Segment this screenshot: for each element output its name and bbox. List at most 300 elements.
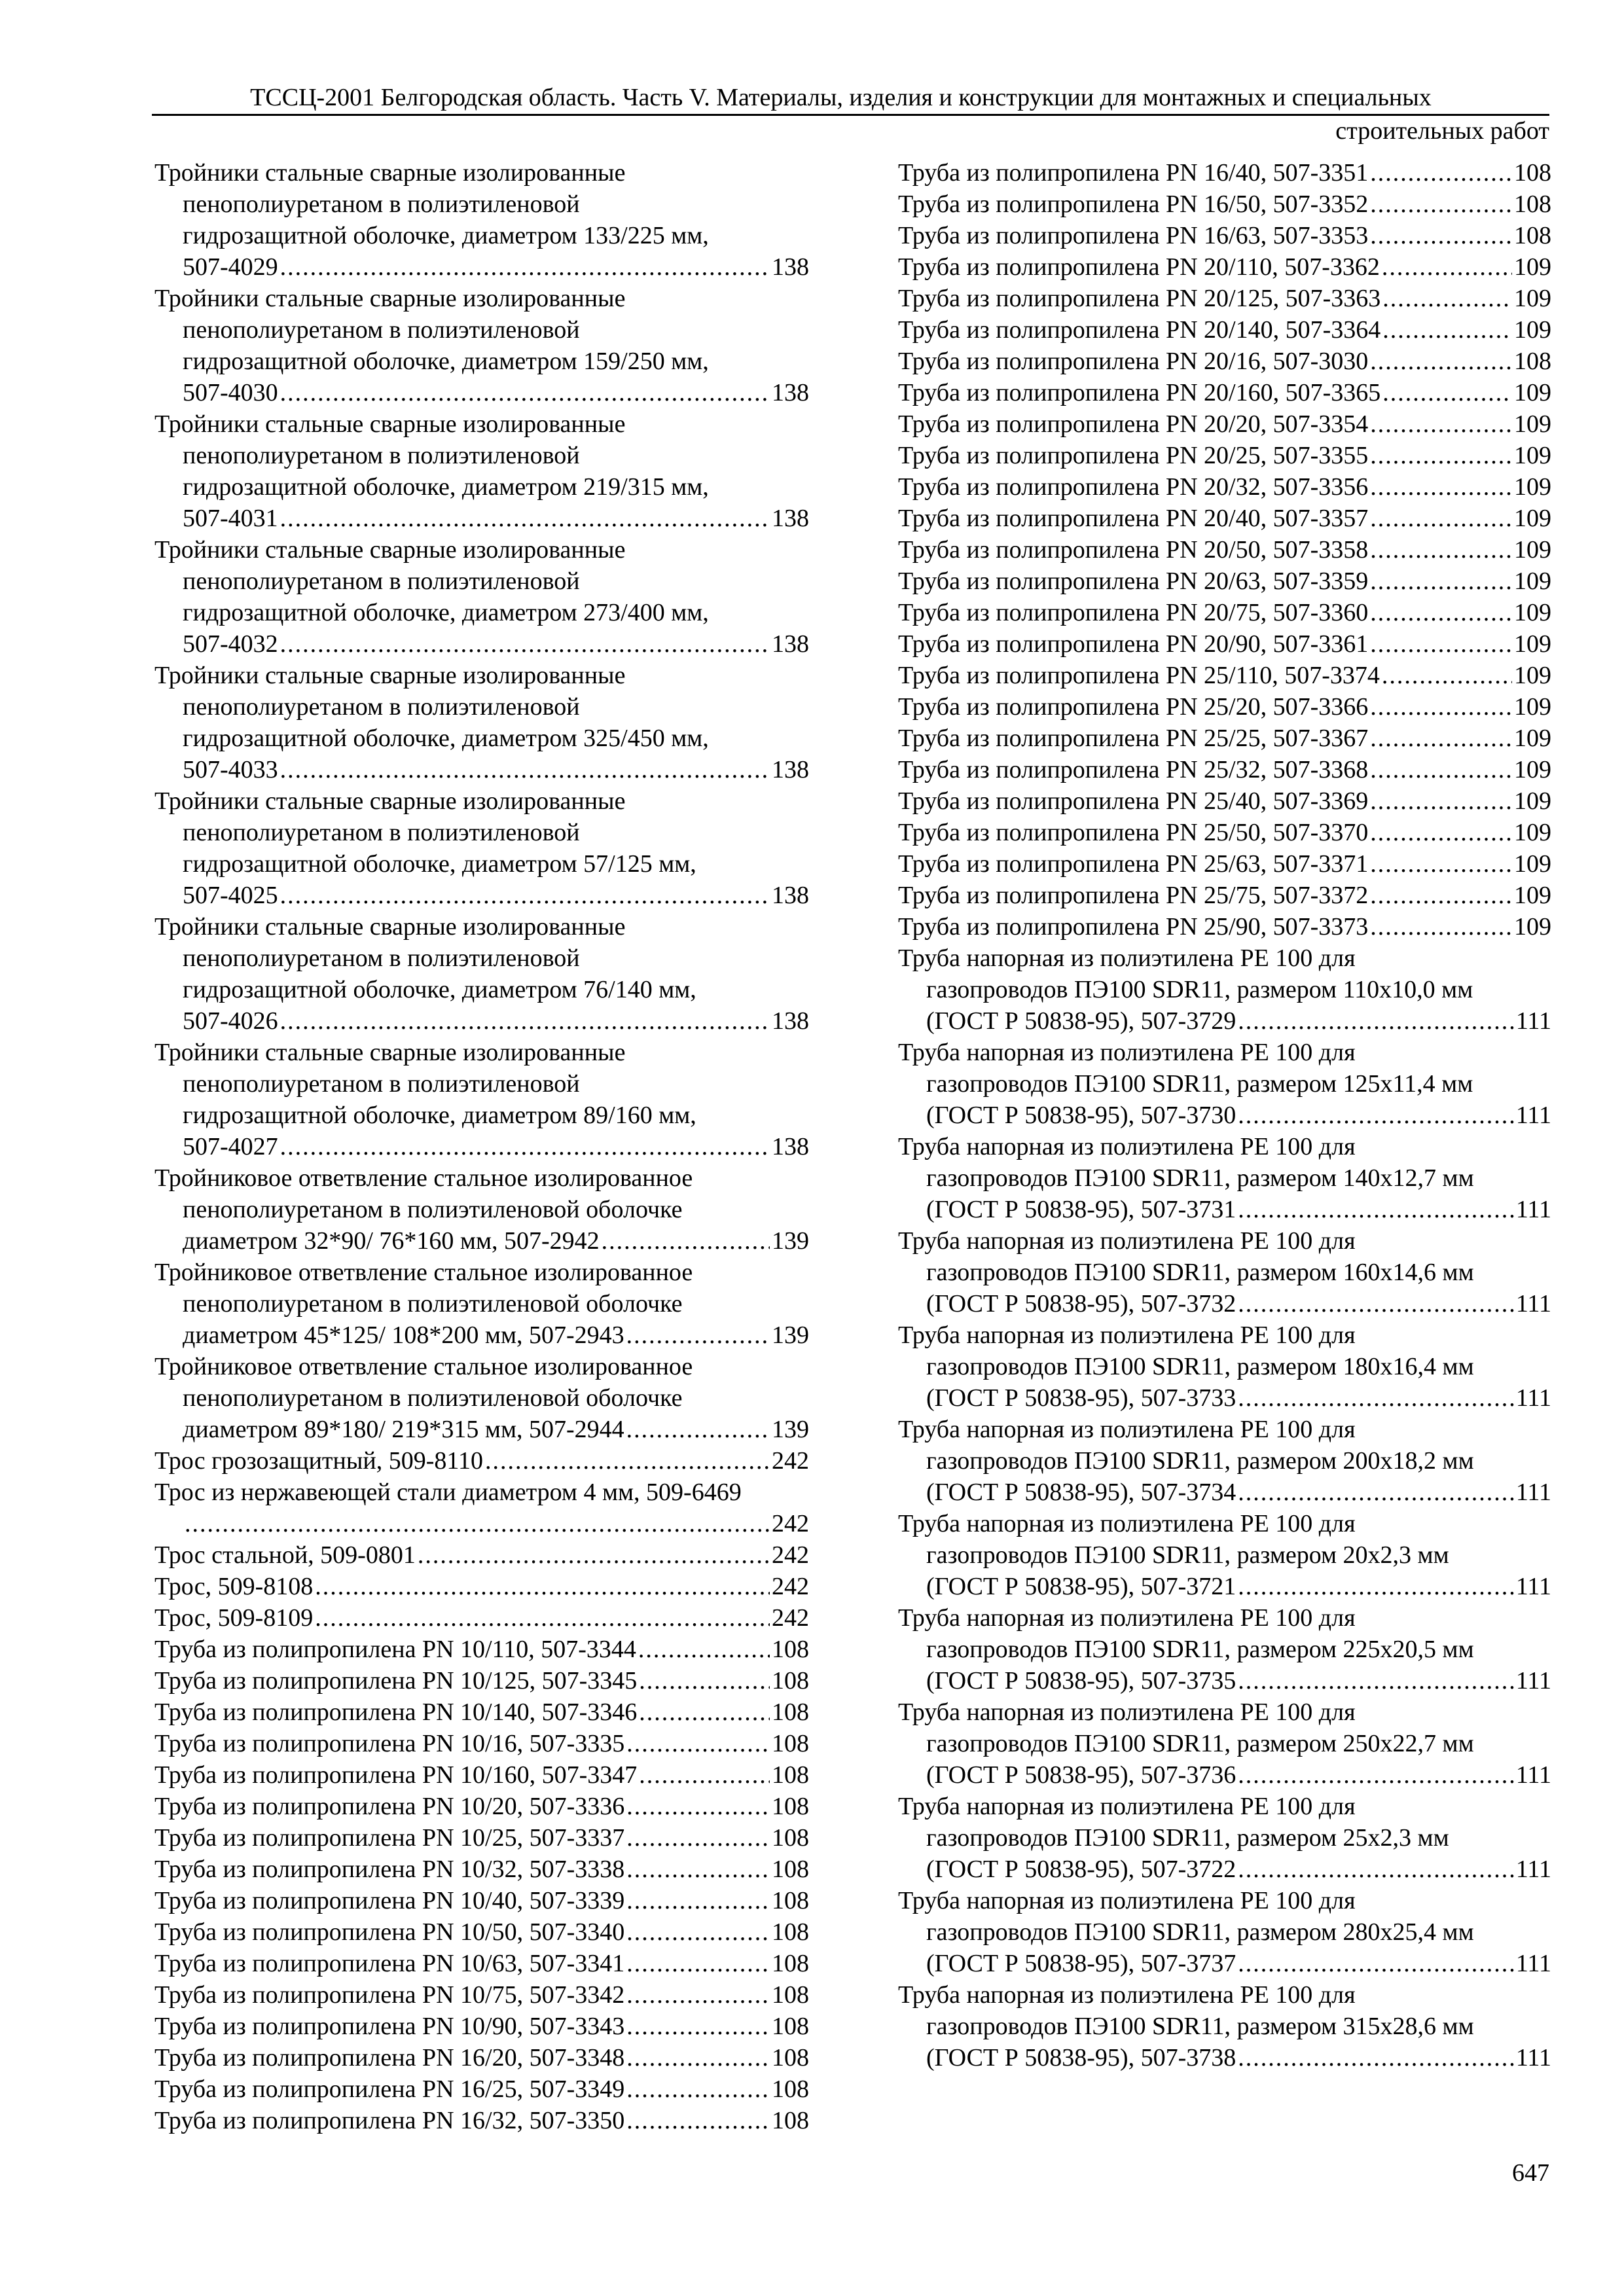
entry-text: Труба из полипропилена PN 25/50, 507-3370 (898, 819, 1369, 846)
entry-page-ref: 108 (772, 2107, 809, 2134)
index-entry (154, 1728, 809, 1759)
entry-leader-line (154, 1445, 809, 1477)
index-entry (154, 1351, 809, 1445)
entry-text-line: Труба напорная из полиэтилена PE 100 для (898, 1698, 1356, 1726)
entry-text-line: Тройниковое ответвление стальное изолированное (154, 1259, 693, 1286)
entry-text: Труба из полипропилена PN 20/40, 507-3357 (898, 505, 1369, 532)
entry-text: Труба из полипропилена PN 10/90, 507-3343 (154, 2013, 625, 2040)
entry-text: Труба из полипропилена PN 16/50, 507-3352 (898, 190, 1369, 218)
index-entry (898, 377, 1551, 408)
entry-page-ref: 111 (1515, 1102, 1551, 1129)
dot-leader (280, 377, 770, 408)
entry-leader-line (898, 565, 1551, 597)
dot-leader (602, 1225, 770, 1257)
dot-leader (1370, 408, 1512, 440)
index-entry (154, 157, 809, 283)
entry-text: Труба из полипропилена PN 16/63, 507-3353 (898, 222, 1369, 249)
entry-page-ref: 242 (772, 1541, 809, 1569)
entry-text-line: Труба напорная из полиэтилена PE 100 для (898, 1039, 1356, 1066)
entry-text-line: Тройники стальные сварные изолированные (154, 285, 626, 312)
entry-page-ref: 108 (772, 1918, 809, 1946)
entry-leader-line (154, 1916, 809, 1948)
dot-leader (1382, 251, 1512, 283)
entry-leader-line (154, 377, 809, 408)
entry-text: Труба из полипропилена PN 25/32, 507-3368 (898, 756, 1369, 783)
entry-page-ref: 109 (1514, 819, 1551, 846)
index-entry (898, 220, 1551, 251)
entry-leader-line (898, 880, 1551, 911)
index-entry (898, 1602, 1551, 1696)
entry-leader-line (154, 1665, 809, 1696)
entry-text: Труба из полипропилена PN 10/50, 507-3340 (154, 1918, 625, 1946)
dot-leader (626, 1319, 770, 1351)
entry-page-ref: 139 (772, 1416, 809, 1443)
entry-leader-line (898, 1948, 1551, 1979)
entry-text: Труба из полипропилена PN 20/125, 507-3363 (898, 285, 1381, 312)
entry-text: Труба из полипропилена PN 25/25, 507-3367 (898, 725, 1369, 752)
index-entry (898, 1696, 1551, 1791)
index-entry (898, 408, 1551, 440)
entry-page-ref: 138 (772, 1133, 809, 1160)
entry-text: Труба из полипропилена PN 20/75, 507-3360 (898, 599, 1369, 626)
entry-text: (ГОСТ Р 50838-95), 507-3729 (926, 1007, 1236, 1035)
dot-leader (638, 1634, 770, 1665)
entry-text: Труба из полипропилена PN 10/160, 507-3347 (154, 1761, 638, 1789)
entry-leader-line (898, 628, 1551, 660)
entry-text-line: газопроводов ПЭ100 SDR11, размером 125x11,4 мм (926, 1070, 1473, 1098)
index-entry (898, 880, 1551, 911)
entry-leader-line (898, 754, 1551, 785)
entry-text-line: Труба напорная из полиэтилена PE 100 для (898, 1416, 1356, 1443)
entry-page-ref: 111 (1515, 1290, 1551, 1318)
dot-leader (626, 1822, 770, 1854)
index-entry (154, 1822, 809, 1854)
index-entry (154, 1916, 809, 1948)
entry-text: Труба из полипропилена PN 25/20, 507-3366 (898, 693, 1369, 721)
entry-text: Трос, 509-8109 (154, 1604, 314, 1632)
entry-page-ref: 111 (1515, 1761, 1551, 1789)
entry-page-ref: 109 (1514, 662, 1551, 689)
entry-text: (ГОСТ Р 50838-95), 507-3734 (926, 1479, 1236, 1506)
index-entry (154, 2011, 809, 2042)
index-entry (154, 1445, 809, 1477)
entry-text-line: пенополиуретаном в полиэтиленовой (183, 693, 580, 721)
entry-text-line: Труба напорная из полиэтилена PE 100 для (898, 1793, 1356, 1820)
dot-leader (1370, 848, 1512, 880)
entry-leader-line (898, 848, 1551, 880)
entry-text: (ГОСТ Р 50838-95), 507-3737 (926, 1950, 1236, 1977)
index-entry (154, 1854, 809, 1885)
entry-text: Труба из полипропилена PN 10/75, 507-3342 (154, 1981, 625, 2009)
entry-text: Труба из полипропилена PN 10/140, 507-3346 (154, 1698, 638, 1726)
entry-page-ref: 108 (772, 1667, 809, 1695)
dot-leader (1238, 2042, 1514, 2073)
entry-page-ref: 138 (772, 630, 809, 658)
dot-leader (626, 1728, 770, 1759)
entry-page-ref: 138 (772, 1007, 809, 1035)
index-entry (898, 754, 1551, 785)
index-entry (154, 911, 809, 1037)
entry-text-line: пенополиуретаном в полиэтиленовой оболочке (183, 1290, 683, 1318)
entry-page-ref: 108 (772, 1636, 809, 1663)
index-entry (898, 691, 1551, 723)
entry-leader-line (154, 1005, 809, 1037)
entry-page-ref: 139 (772, 1321, 809, 1349)
entry-leader-line (898, 1194, 1551, 1225)
index-entry (898, 283, 1551, 314)
entry-text-line: газопроводов ПЭ100 SDR11, размером 20x2,3 мм (926, 1541, 1449, 1569)
index-entry (154, 1257, 809, 1351)
dot-leader (639, 1665, 770, 1696)
index-entry (898, 597, 1551, 628)
entry-page-ref: 111 (1515, 1384, 1551, 1412)
entry-text: Труба из полипропилена PN 20/25, 507-3355 (898, 442, 1369, 469)
index-entry (154, 1759, 809, 1791)
entry-text: Труба из полипропилена PN 10/110, 507-3344 (154, 1636, 636, 1663)
entry-text: Труба из полипропилена PN 25/110, 507-3374 (898, 662, 1380, 689)
entry-leader-line (898, 220, 1551, 251)
entry-text: (ГОСТ Р 50838-95), 507-3721 (926, 1573, 1236, 1600)
entry-text-line: гидрозащитной оболочке, диаметром 219/315 мм, (183, 473, 709, 501)
entry-leader-line (154, 1414, 809, 1445)
index-entry (898, 471, 1551, 503)
running-header (152, 82, 1549, 146)
entry-leader-line (898, 691, 1551, 723)
entry-text: Труба из полипропилена PN 16/20, 507-3348 (154, 2044, 625, 2072)
entry-page-ref: 108 (1514, 348, 1551, 375)
entry-text: Труба из полипропилена PN 10/40, 507-3339 (154, 1887, 625, 1914)
entry-page-ref: 108 (772, 1793, 809, 1820)
entry-text: 507-4031 (183, 505, 278, 532)
entry-text-line: Тройниковое ответвление стальное изолированное (154, 1164, 693, 1192)
entry-page-ref: 111 (1515, 1950, 1551, 1977)
entry-text: Труба из полипропилена PN 20/140, 507-3364 (898, 316, 1381, 344)
entry-leader-line (154, 1696, 809, 1728)
entry-page-ref: 111 (1515, 1667, 1551, 1695)
entry-leader-line (898, 503, 1551, 534)
dot-leader (315, 1571, 770, 1602)
dot-leader (1370, 911, 1512, 942)
entry-page-ref: 138 (772, 882, 809, 909)
entry-text-line: газопроводов ПЭ100 SDR11, размером 160x14,6 мм (926, 1259, 1474, 1286)
entry-text: Труба из полипропилена PN 16/40, 507-3351 (898, 159, 1369, 187)
dot-leader (1370, 691, 1512, 723)
dot-leader (1370, 754, 1512, 785)
entry-page-ref: 108 (772, 1761, 809, 1789)
index-entry (898, 565, 1551, 597)
entry-text: Труба из полипропилена PN 20/16, 507-3030 (898, 348, 1369, 375)
entry-text-line: Труба напорная из полиэтилена PE 100 для (898, 1510, 1356, 1537)
entry-text: 507-4025 (183, 882, 278, 909)
index-entry (898, 628, 1551, 660)
entry-page-ref: 138 (772, 756, 809, 783)
entry-text-line: Тройники стальные сварные изолированные (154, 913, 626, 941)
entry-text: (ГОСТ Р 50838-95), 507-3731 (926, 1196, 1236, 1223)
entry-page-ref: 111 (1515, 2044, 1551, 2072)
entry-leader-line (898, 660, 1551, 691)
dot-leader (1370, 785, 1512, 817)
dot-leader (1370, 565, 1512, 597)
entry-text: Труба из полипропилена PN 20/160, 507-3365 (898, 379, 1381, 406)
entry-page-ref: 242 (772, 1604, 809, 1632)
entry-leader-line (154, 1225, 809, 1257)
entry-page-ref: 108 (772, 1730, 809, 1757)
entry-text: 507-4029 (183, 253, 278, 281)
dot-leader (185, 1508, 770, 1539)
dot-leader (1370, 534, 1512, 565)
index-entry (154, 1162, 809, 1257)
entry-text: Труба из полипропилена PN 10/25, 507-3337 (154, 1824, 625, 1852)
entry-page-ref: 108 (772, 1887, 809, 1914)
entry-leader-line (154, 1602, 809, 1634)
entry-page-ref: 138 (772, 379, 809, 406)
entry-text: (ГОСТ Р 50838-95), 507-3732 (926, 1290, 1236, 1318)
entry-page-ref: 109 (1514, 725, 1551, 752)
dot-leader (626, 2011, 770, 2042)
entry-text-line: Тройники стальные сварные изолированные (154, 787, 626, 815)
dot-leader (626, 1414, 770, 1445)
index-entry (154, 2105, 809, 2136)
index-entry (154, 2042, 809, 2073)
entry-text-line: пенополиуретаном в полиэтиленовой (183, 567, 580, 595)
entry-page-ref: 108 (772, 1856, 809, 1883)
entry-text: Труба из полипропилена PN 20/90, 507-3361 (898, 630, 1369, 658)
entry-leader-line (154, 1822, 809, 1854)
header-title: ТССЦ-2001 Белгородская область. Часть V. Материалы, изделия и конструкции для монтажных и специальных (250, 84, 1432, 111)
header-subtitle: строительных работ (1335, 117, 1549, 145)
entry-text: диаметром 89*180/ 219*315 мм, 507-2944 (183, 1416, 624, 1443)
index-entry (898, 1414, 1551, 1508)
entry-page-ref: 111 (1515, 1573, 1551, 1600)
index-entry (154, 785, 809, 911)
entry-page-ref: 108 (1514, 222, 1551, 249)
dot-leader (1370, 503, 1512, 534)
entry-page-ref: 109 (1514, 536, 1551, 564)
entry-text: 507-4033 (183, 756, 278, 783)
dot-leader (626, 1916, 770, 1948)
index-entry (898, 188, 1551, 220)
entry-leader-line (898, 251, 1551, 283)
index-entry (898, 251, 1551, 283)
dot-leader (280, 503, 770, 534)
index-entry (898, 1319, 1551, 1414)
index-entry (154, 534, 809, 660)
index-entry (154, 1539, 809, 1571)
entry-text-line: Труба напорная из полиэтилена PE 100 для (898, 1133, 1356, 1160)
dot-leader (1370, 817, 1512, 848)
dot-leader (1238, 1477, 1514, 1508)
index-entry (898, 817, 1551, 848)
index-entry (154, 408, 809, 534)
index-entry (898, 848, 1551, 880)
dot-leader (626, 1979, 770, 2011)
entry-leader-line (898, 1571, 1551, 1602)
entry-leader-line (898, 408, 1551, 440)
entry-text-line: пенополиуретаном в полиэтиленовой (183, 1070, 580, 1098)
entry-page-ref: 242 (772, 1510, 809, 1537)
index-entry (154, 2073, 809, 2105)
dot-leader (1370, 628, 1512, 660)
dot-leader (639, 1696, 770, 1728)
entry-leader-line (898, 1005, 1551, 1037)
entry-page-ref: 242 (772, 1573, 809, 1600)
entry-text: Труба из полипропилена PN 16/32, 507-3350 (154, 2107, 625, 2134)
index-entry (898, 346, 1551, 377)
index-entry (154, 1602, 809, 1634)
dot-leader (1238, 1948, 1514, 1979)
index-entry (898, 157, 1551, 188)
dot-leader (485, 1445, 770, 1477)
entry-leader-line (154, 1759, 809, 1791)
entry-text-line: гидрозащитной оболочке, диаметром 76/140 мм, (183, 976, 696, 1003)
entry-text-line: пенополиуретаном в полиэтиленовой (183, 944, 580, 972)
entry-page-ref: 109 (1514, 882, 1551, 909)
entry-leader-line (898, 1759, 1551, 1791)
entry-page-ref: 108 (772, 1698, 809, 1726)
index-entry (898, 1131, 1551, 1225)
entry-page-ref: 111 (1515, 1479, 1551, 1506)
entry-page-ref: 108 (772, 1981, 809, 2009)
index-entry (898, 723, 1551, 754)
entry-leader-line (898, 1665, 1551, 1696)
page-number: 647 (1512, 2159, 1549, 2187)
entry-text: Труба из полипропилена PN 25/40, 507-3369 (898, 787, 1369, 815)
index-entry (154, 1979, 809, 2011)
entry-text: (ГОСТ Р 50838-95), 507-3730 (926, 1102, 1236, 1129)
entry-text: Труба из полипропилена PN 20/110, 507-3362 (898, 253, 1380, 281)
entry-leader-line (154, 2105, 809, 2136)
entry-leader-line (898, 1854, 1551, 1885)
entry-text: Трос, 509-8108 (154, 1573, 314, 1600)
dot-leader (280, 251, 770, 283)
entry-leader-line (898, 1288, 1551, 1319)
dot-leader (1238, 1571, 1514, 1602)
entry-text: Труба из полипропилена PN 25/75, 507-3372 (898, 882, 1369, 909)
index-column-left (154, 157, 809, 2136)
entry-text: 507-4026 (183, 1007, 278, 1035)
index-entry (898, 911, 1551, 942)
index-entry (898, 440, 1551, 471)
entry-text-line: пенополиуретаном в полиэтиленовой (183, 442, 580, 469)
dot-leader (1238, 1194, 1514, 1225)
entry-text-line: пенополиуретаном в полиэтиленовой оболочке (183, 1384, 683, 1412)
entry-text-line: Тройники стальные сварные изолированные (154, 536, 626, 564)
index-entry (898, 942, 1551, 1037)
dot-leader (1370, 471, 1512, 503)
entry-leader-line (898, 283, 1551, 314)
entry-page-ref: 108 (772, 2044, 809, 2072)
entry-text: Труба из полипропилена PN 20/20, 507-3354 (898, 410, 1369, 438)
entry-page-ref: 108 (772, 1824, 809, 1852)
entry-page-ref: 108 (1514, 190, 1551, 218)
entry-leader-line (898, 597, 1551, 628)
entry-leader-line (898, 314, 1551, 346)
entry-text: Труба из полипропилена PN 10/20, 507-3336 (154, 1793, 625, 1820)
entry-text-line: газопроводов ПЭ100 SDR11, размером 225x20,5 мм (926, 1636, 1474, 1663)
entry-text-line: газопроводов ПЭ100 SDR11, размером 110x10,0 мм (926, 976, 1473, 1003)
entry-page-ref: 111 (1515, 1856, 1551, 1883)
index-entry (154, 1948, 809, 1979)
entry-leader-line (898, 157, 1551, 188)
entry-leader-line (898, 785, 1551, 817)
dot-leader (1370, 346, 1512, 377)
entry-text: Труба из полипропилена PN 20/50, 507-3358 (898, 536, 1369, 564)
dot-leader (1238, 1382, 1514, 1414)
entry-text: Труба из полипропилена PN 10/63, 507-3341 (154, 1950, 625, 1977)
entry-text: 507-4032 (183, 630, 278, 658)
index-entry (154, 1477, 809, 1539)
entry-text-line: газопроводов ПЭ100 SDR11, размером 25x2,3 мм (926, 1824, 1449, 1852)
entry-leader-line (898, 188, 1551, 220)
entry-leader-line (154, 1539, 809, 1571)
entry-text: Труба из полипропилена PN 10/125, 507-3345 (154, 1667, 638, 1695)
entry-page-ref: 139 (772, 1227, 809, 1255)
entry-text-line: гидрозащитной оболочке, диаметром 159/250 мм, (183, 348, 709, 375)
dot-leader (280, 628, 770, 660)
entry-text-line: Тройники стальные сварные изолированные (154, 1039, 626, 1066)
dot-leader (639, 1759, 770, 1791)
entry-text: Труба из полипропилена PN 20/32, 507-3356 (898, 473, 1369, 501)
dot-leader (280, 1005, 770, 1037)
dot-leader (1238, 1759, 1514, 1791)
entry-leader-line (898, 440, 1551, 471)
entry-leader-line (154, 1131, 809, 1162)
entry-leader-line (898, 911, 1551, 942)
entry-page-ref: 109 (1514, 787, 1551, 815)
entry-leader-line (898, 723, 1551, 754)
entry-text-line: газопроводов ПЭ100 SDR11, размером 180x16,4 мм (926, 1353, 1474, 1380)
entry-page-ref: 138 (772, 253, 809, 281)
entry-page-ref: 109 (1514, 442, 1551, 469)
entry-text-line: Тройники стальные сварные изолированные (154, 159, 626, 187)
index-entry (154, 283, 809, 408)
entry-text: Труба из полипропилена PN 25/63, 507-3371 (898, 850, 1369, 878)
entry-leader-line (154, 2042, 809, 2073)
index-entry (898, 1225, 1551, 1319)
entry-text-line: Труба напорная из полиэтилена PE 100 для (898, 944, 1356, 972)
entry-leader-line (154, 880, 809, 911)
entry-page-ref: 109 (1514, 379, 1551, 406)
entry-text-line: Труба напорная из полиэтилена PE 100 для (898, 1981, 1356, 2009)
dot-leader (1238, 1288, 1514, 1319)
index-entry (898, 1791, 1551, 1885)
entry-page-ref: 109 (1514, 630, 1551, 658)
entry-leader-line (154, 628, 809, 660)
entry-text-line: гидрозащитной оболочке, диаметром 273/400 мм, (183, 599, 709, 626)
entry-text-line: газопроводов ПЭ100 SDR11, размером 140x12,7 мм (926, 1164, 1474, 1192)
index-entry (898, 1885, 1551, 1979)
index-entry (154, 1791, 809, 1822)
index-entry (898, 1508, 1551, 1602)
index-entry (898, 314, 1551, 346)
dot-leader (1382, 377, 1512, 408)
entry-page-ref: 109 (1514, 253, 1551, 281)
dot-leader (626, 1948, 770, 1979)
entry-leader-line (154, 1634, 809, 1665)
entry-leader-line (898, 471, 1551, 503)
dot-leader (1370, 220, 1512, 251)
entry-leader-line (154, 1571, 809, 1602)
entry-leader-line (154, 1508, 809, 1539)
index-entry (898, 785, 1551, 817)
entry-text: 507-4030 (183, 379, 278, 406)
entry-page-ref: 109 (1514, 473, 1551, 501)
dot-leader (1370, 157, 1512, 188)
entry-leader-line (898, 817, 1551, 848)
dot-leader (315, 1602, 770, 1634)
entry-page-ref: 109 (1514, 756, 1551, 783)
entry-text-line: Тройниковое ответвление стальное изолированное (154, 1353, 693, 1380)
